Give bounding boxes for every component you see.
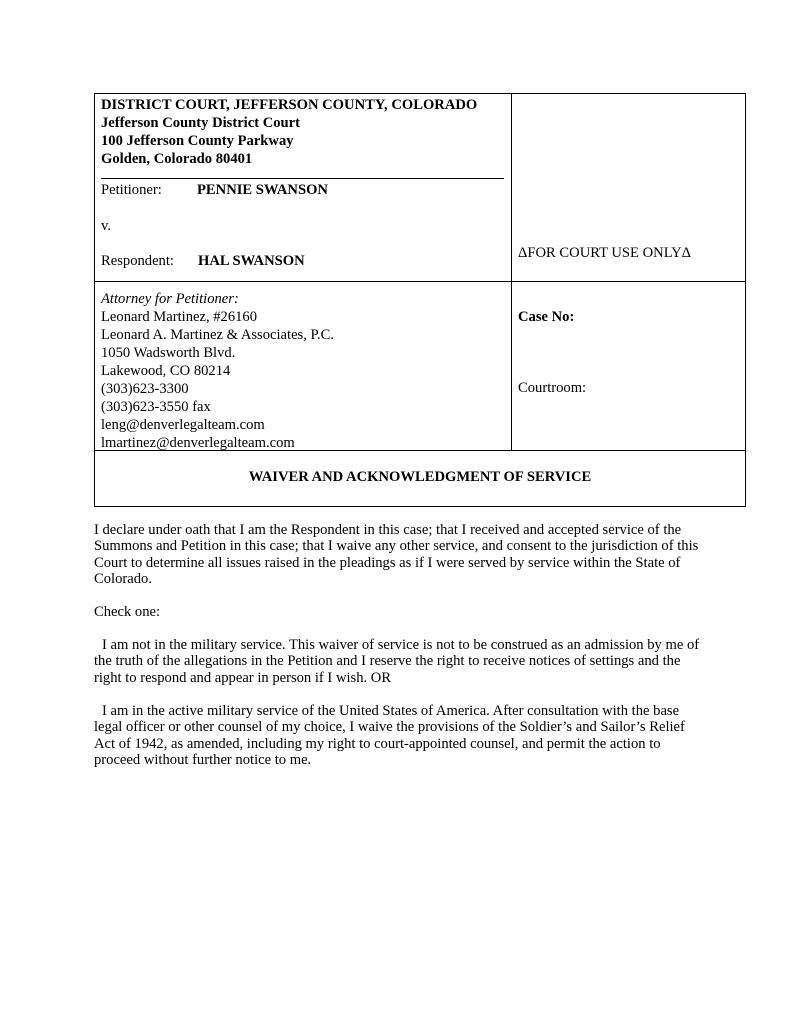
respondent-name: HAL SWANSON — [198, 253, 305, 269]
option-not-military — [94, 637, 706, 686]
respondent-label: Respondent: — [101, 253, 174, 269]
court-street: 100 Jefferson County Parkway — [101, 133, 294, 149]
attorney-email-2: lmartinez@denverlegalteam.com — [101, 435, 295, 451]
case-caption-table — [94, 93, 746, 507]
document-body — [94, 522, 706, 785]
attorney-heading: Attorney for Petitioner: — [101, 291, 239, 307]
caption-row-attorney — [95, 282, 745, 451]
court-info-cell — [95, 94, 512, 281]
court-city: Golden, Colorado 80401 — [101, 151, 253, 167]
attorney-city: Lakewood, CO 80214 — [101, 363, 231, 379]
option-not-military-text: I am not in the military service. This waiver of service is not to be construed as an admission by me of the truth of the allegations in the Petition and I reserve the right to receive notices of settings and the right to respond and appear in person if I wish. OR — [94, 637, 700, 686]
court-name-heading: DISTRICT COURT, JEFFERSON COUNTY, COLORADO — [101, 97, 478, 113]
option-military-text: I am in the active military service of the United States of America. After consultation with the base legal officer or other counsel of my choice, I waive the provisions of the Soldier’s and Sailor’s Relief Act of 1942, as amended, including my right to court-appointed counsel, and permit the action to proceed without further notice to me. — [94, 702, 685, 768]
attorney-info-cell — [95, 282, 512, 450]
petitioner-line — [101, 181, 505, 199]
option-military — [94, 703, 706, 769]
caption-row-court — [95, 94, 745, 282]
case-no-label: Case No: — [518, 309, 575, 325]
court-use-only-label: ΔFOR COURT USE ONLYΔ — [518, 245, 692, 261]
attorney-phone: (303)623-3300 — [101, 381, 189, 397]
attorney-street: 1050 Wadsworth Blvd. — [101, 345, 236, 361]
case-info-cell — [512, 282, 745, 450]
court-use-cell — [512, 94, 745, 281]
versus-text: v. — [101, 218, 111, 234]
respondent-line — [101, 252, 505, 270]
caption-divider — [101, 178, 504, 179]
declaration-paragraph: I declare under oath that I am the Respondent in this case; that I received and accepted service of the Summons and Petition in this case; that I waive any other service, and consent to the jurisdiction of this Court to determine all issues raised in the pleadings as if I were served by service within the State of Colorado. — [94, 522, 699, 588]
petitioner-name: PENNIE SWANSON — [197, 182, 328, 198]
attorney-firm: Leonard A. Martinez & Associates, P.C. — [101, 327, 335, 343]
attorney-name: Leonard Martinez, #26160 — [101, 309, 258, 325]
court-name: Jefferson County District Court — [101, 115, 301, 131]
document-title: WAIVER AND ACKNOWLEDGMENT OF SERVICE — [248, 469, 592, 485]
caption-row-title — [95, 451, 745, 506]
check-one-label: Check one: — [94, 604, 161, 621]
attorney-email-1: leng@denverlegalteam.com — [101, 417, 265, 433]
attorney-fax: (303)623-3550 fax — [101, 399, 211, 415]
petitioner-label: Petitioner: — [101, 182, 162, 198]
courtroom-label: Courtroom: — [518, 380, 587, 396]
